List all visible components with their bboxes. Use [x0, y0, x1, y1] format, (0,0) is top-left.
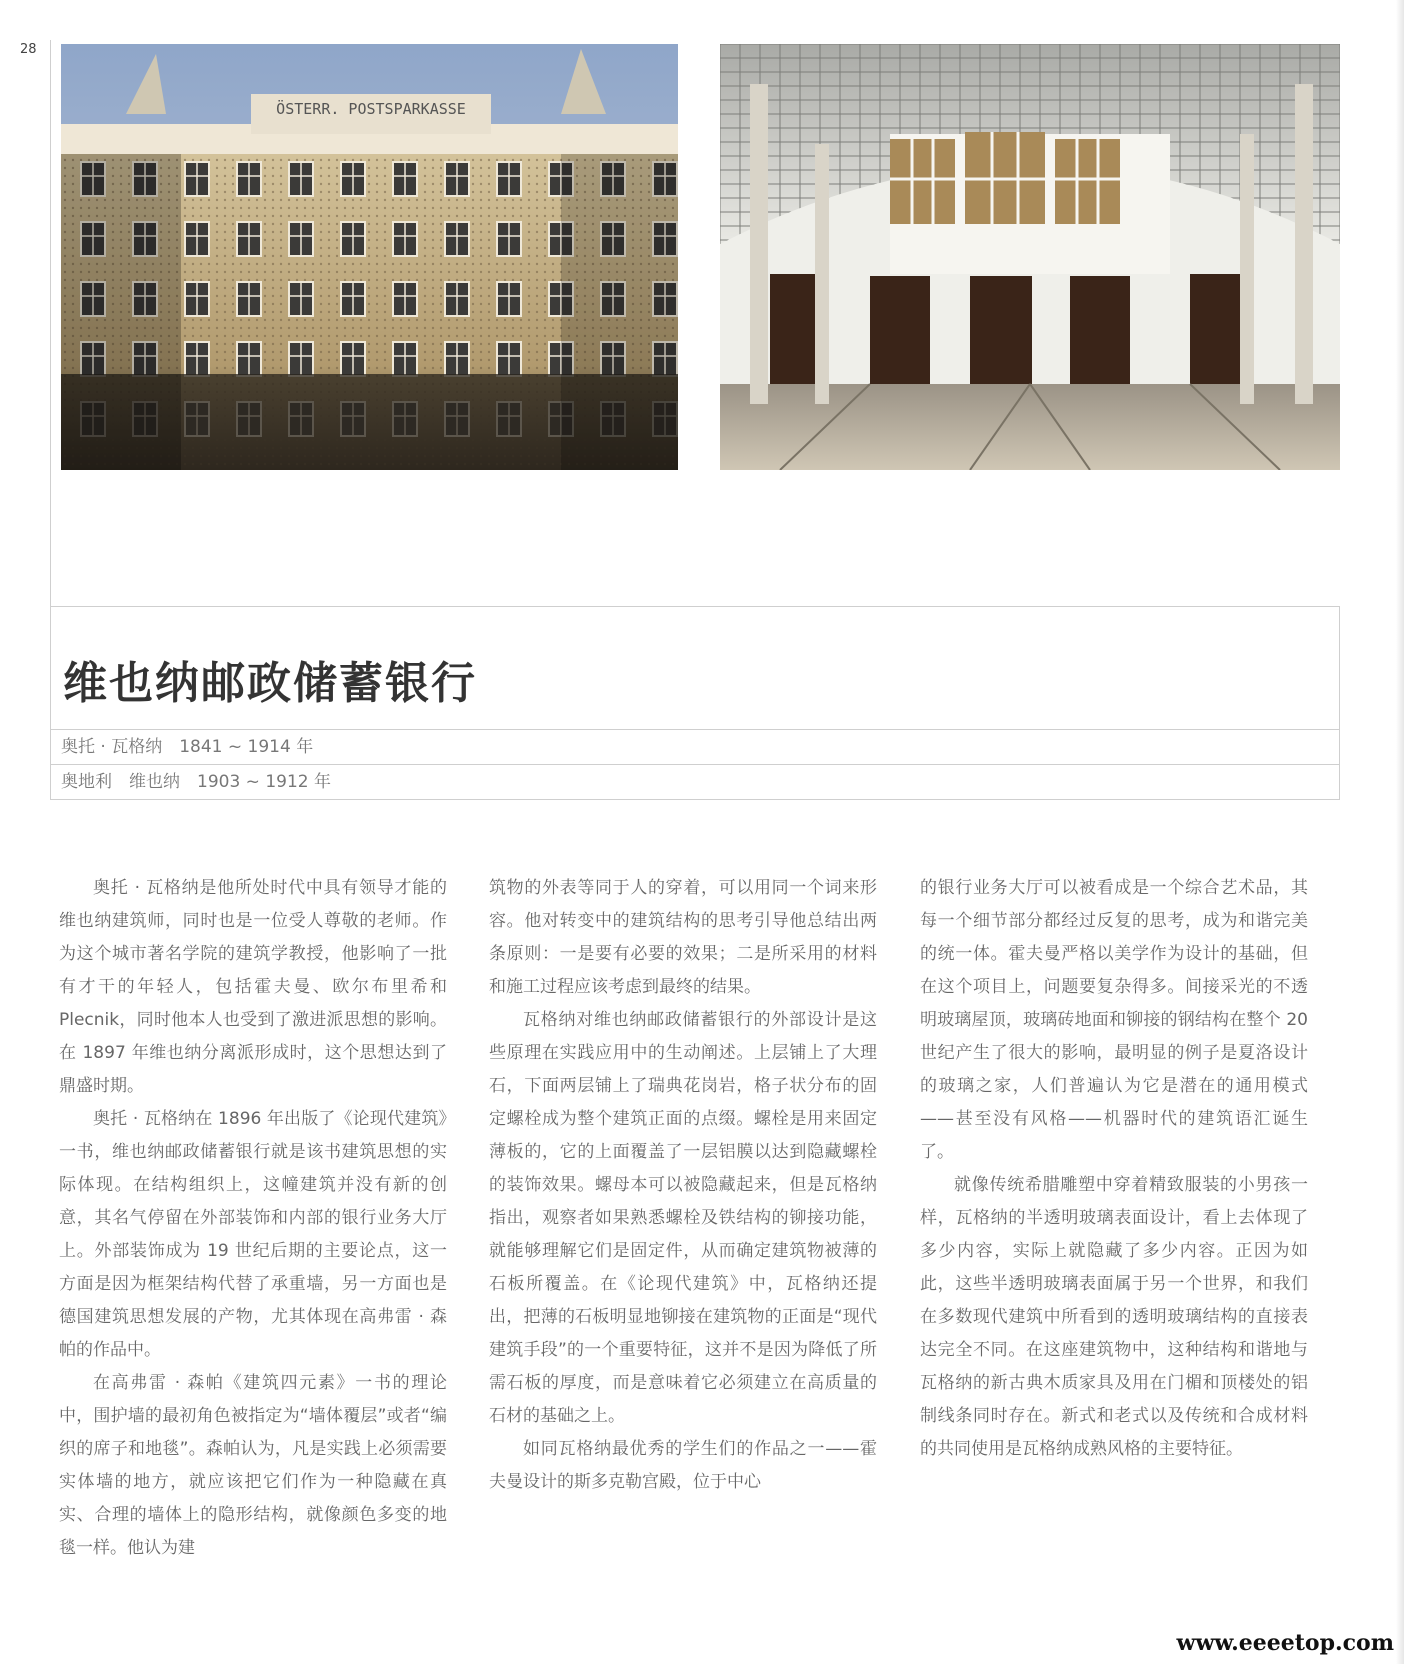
body-column-3 — [920, 872, 1308, 1466]
banking-hall-photo — [720, 44, 1340, 470]
body-column-1 — [59, 872, 447, 1565]
watermark: www.eeeetop.com — [1176, 1630, 1394, 1656]
banking-hall-illustration — [720, 44, 1340, 470]
body-column-2 — [489, 872, 877, 1499]
paragraph: 奥托 · 瓦格纳在 1896 年出版了《论现代建筑》一书，维也纳邮政储蓄银行就是该书建筑思想的实际体现。在结构组织上，这幢建筑并没有新的创意，其名气停留在外部装饰和内部的银行业务大厅上。外部装饰成为 19 世纪后期的主要论点，这一方面是因为框架结构代替了承重墙，另一方面也是德国建筑思想发展的产物，尤其体现在高弗雷 · 森帕的作品中。 — [59, 1109, 447, 1360]
facade-sign-text: ÖSTERR. POSTSPARKASSE — [276, 100, 466, 118]
paragraph: 如同瓦格纳最优秀的学生们的作品之一——霍夫曼设计的斯多克勒宫殿，位于中心 — [489, 1439, 877, 1492]
paragraph: 奥托 · 瓦格纳是他所处时代中具有领导才能的维也纳建筑师，同时也是一位受人尊敬的老师。作为这个城市著名学院的建筑学教授，他影响了一批有才干的年轻人，包括霍夫曼、欧尔布里希和 Plecnik，同时他本人也受到了激进派思想的影响。在 1897 年维也纳分离派形成时，这个思想达到了鼎盛时期。 — [59, 878, 447, 1096]
location-line: 奥地利 维也纳 1903 ~ 1912 年 — [50, 765, 1340, 800]
facade-illustration — [61, 44, 678, 470]
page-title: 维也纳邮政储蓄银行 — [63, 658, 477, 709]
facade-photo — [61, 44, 678, 470]
page-number: 28 — [20, 42, 37, 57]
paragraph: 瓦格纳对维也纳邮政储蓄银行的外部设计是这些原理在实践应用中的生动阐述。上层铺上了大理石，下面两层铺上了瑞典花岗岩，格子状分布的固定螺栓成为整个建筑正面的点缀。螺栓是用来固定薄板的，它的上面覆盖了一层铝膜以达到隐藏螺栓的装饰效果。螺母本可以被隐藏起来，但是瓦格纳指出，观察者如果熟悉螺栓及铁结构的铆接功能，就能够理解它们是固定件，从而确定建筑物被薄的石板所覆盖。在《论现代建筑》中，瓦格纳还提出，把薄的石板明显地铆接在建筑物的正面是“现代建筑手段”的一个重要特征，这并不是因为降低了所需石板的厚度，而是意味着它必须建立在高质量的石材的基础之上。 — [489, 1010, 877, 1426]
paragraph: 在高弗雷 · 森帕《建筑四元素》一书的理论中，围护墙的最初角色被指定为“墙体覆层”或者“编织的席子和地毯”。森帕认为，凡是实践上必须需要实体墙的地方，就应该把它们作为一种隐藏在真实、合理的墙体上的隐形结构，就像颜色多变的地毯一样。他认为建 — [59, 1373, 447, 1558]
title-box — [50, 606, 1340, 730]
architect-line: 奥托 · 瓦格纳 1841 ~ 1914 年 — [50, 730, 1340, 765]
page-edge-shadow — [1396, 0, 1404, 1664]
paragraph: 筑物的外表等同于人的穿着，可以用同一个词来形容。他对转变中的建筑结构的思考引导他总结出两条原则：一是要有必要的效果；二是所采用的材料和施工过程应该考虑到最终的结果。 — [489, 878, 877, 997]
paragraph: 就像传统希腊雕塑中穿着精致服装的小男孩一样，瓦格纳的半透明玻璃表面设计，看上去体现了多少内容，实际上就隐藏了多少内容。正因为如此，这些半透明玻璃表面属于另一个世界，和我们在多数现代建筑中所看到的透明玻璃结构的直接表达完全不同。在这座建筑物中，这种结构和谐地与瓦格纳的新古典木质家具及用在门楣和顶楼处的铝制线条同时存在。新式和老式以及传统和合成材料的共同使用是瓦格纳成熟风格的主要特征。 — [920, 1175, 1308, 1459]
margin-rule — [50, 40, 51, 606]
paragraph: 的银行业务大厅可以被看成是一个综合艺术品，其每一个细节部分都经过反复的思考，成为和谐完美的统一体。霍夫曼严格以美学作为设计的基础，但在这个项目上，问题要复杂得多。间接采光的不透明玻璃屋顶，玻璃砖地面和铆接的钢结构在整个 20 世纪产生了很大的影响，最明显的例子是夏洛设计的玻璃之家，人们普遍认为它是潜在的通用模式——甚至没有风格——机器时代的建筑语汇诞生了。 — [920, 878, 1308, 1162]
